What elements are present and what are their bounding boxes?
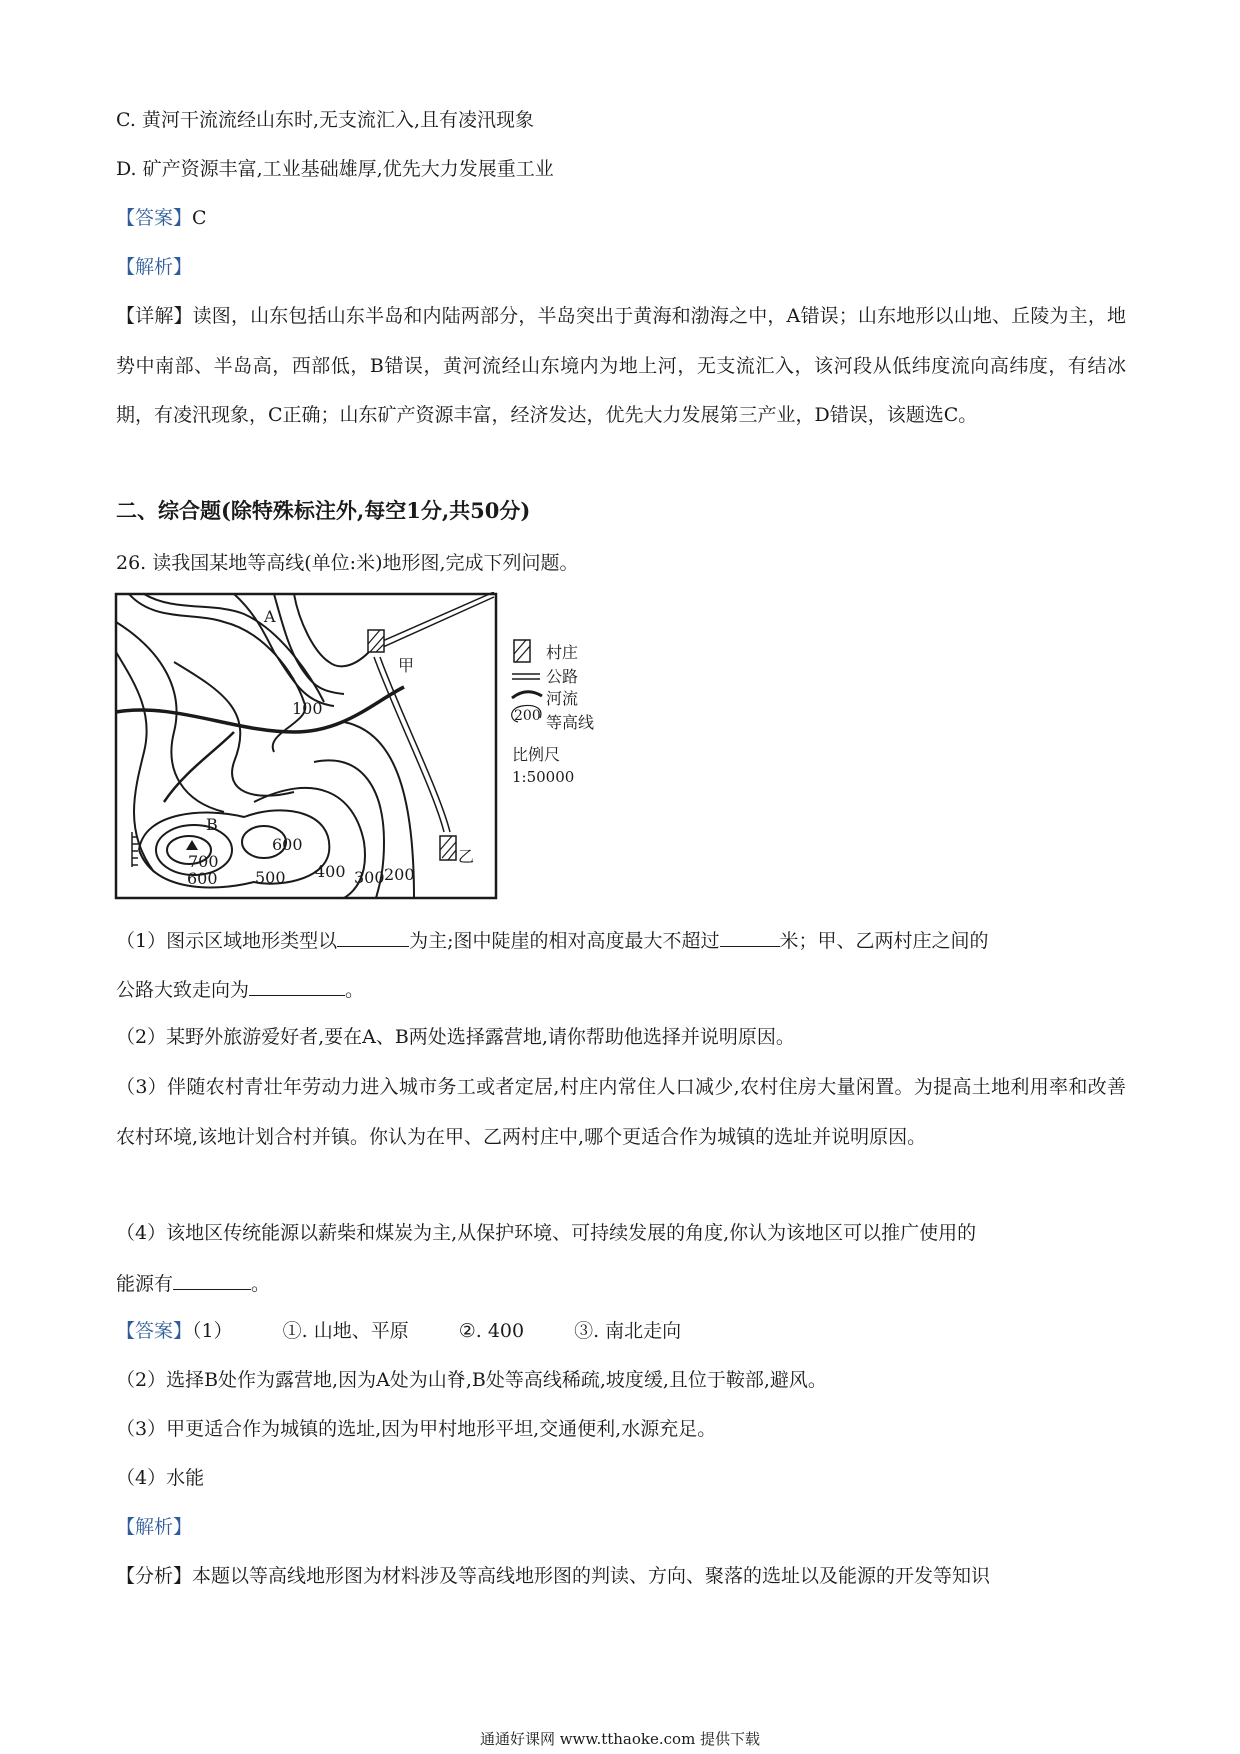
legend-scale-title: 比例尺: [512, 745, 561, 764]
contour-label: 400: [315, 862, 346, 881]
section-heading: 二、综合题(除特殊标注外,每空1分,共50分): [116, 498, 531, 523]
sub-question-4b: 能源有 。: [116, 1269, 270, 1297]
contour-label: 700: [188, 852, 219, 871]
analysis-tag-2: 【解析】: [116, 1516, 193, 1538]
question-26-stem: 26. 读我国某地等高线(单位:米)地形图,完成下列问题。: [116, 552, 579, 574]
answer-26-line: 【答案】（1） ①. 山地、平原 ②. 400 ③. 南北走向: [116, 1320, 682, 1342]
detail-paragraph: [116, 292, 1126, 441]
page-footer: 通通好课网 www.tthaoke.com 提供下载: [479, 1730, 761, 1748]
sub-question-2: （2）某野外旅游爱好者,要在A、B两处选择露营地,请你帮助他选择并说明原因。: [116, 1026, 795, 1048]
detail-text: 读图，山东包括山东半岛和内陆两部分，半岛突出于黄海和渤海之中，A错误；山东地形以山地、丘陵为主，地势中南部、半岛高，西部低，B错误，黄河流经山东境内为地上河，无支流汇入，该河段从低纬度流向高纬度，有结冰期，有凌汛现象，C正确；山东矿产资源丰富，经济发达，优先大力发展第三产业，D错误，该题选C。: [116, 305, 1126, 426]
contour-label: 100: [292, 699, 323, 718]
analysis-tag: 【解析】: [116, 256, 193, 278]
answer-26-2: （2）选择B处作为露营地,因为A处为山脊,B处等高线稀疏,坡度缓,且位于鞍部,避风。: [116, 1369, 827, 1391]
answer-value: C: [192, 207, 207, 229]
legend-contour-number: 200: [514, 708, 541, 724]
blank-1[interactable]: [337, 926, 409, 947]
contour-map: [114, 592, 614, 904]
sub-question-1a: （1）图示区域地形类型以 为主;图中陡崖的相对高度最大不超过 米；甲、乙两村庄之间的: [116, 926, 989, 954]
legend-scale: 1:50000: [512, 768, 575, 786]
blank-2[interactable]: [720, 926, 780, 947]
answer-tag: 【答案】: [116, 207, 193, 229]
sub-question-3: （3）伴随农村青壮年劳动力进入城市务工或者定居,村庄内常住人口减少,农村住房大量闲置。为提高土地利用率和改善农村环境,该地计划合村并镇。你认为在甲、乙两村庄中,哪个更适合作为城镇的选址并说明原因。: [116, 1076, 1126, 1148]
legend-river: 河流: [546, 689, 579, 708]
label-a: A: [264, 607, 276, 626]
contour-label: 600: [272, 835, 303, 854]
contour-label: 300: [354, 868, 385, 887]
sub-question-4a: （4）该地区传统能源以薪柴和煤炭为主,从保护环境、可持续发展的角度,你认为该地区可以推广使用的: [116, 1222, 977, 1244]
blank-4[interactable]: [173, 1269, 251, 1290]
analysis-line: 【分析】本题以等高线地形图为材料涉及等高线地形图的判读、方向、聚落的选址以及能源的开发等知识: [116, 1565, 991, 1587]
legend-road: 公路: [546, 667, 579, 686]
answer-line: [116, 205, 207, 231]
legend-village: 村庄: [546, 643, 579, 662]
answer-26-4: （4）水能: [116, 1467, 205, 1489]
detail-tag: 【详解】: [116, 305, 193, 327]
legend-contour: 等高线: [546, 713, 595, 732]
label-jia: 甲: [398, 656, 415, 675]
blank-3[interactable]: [249, 975, 345, 996]
label-b: B: [206, 815, 218, 834]
contour-label: 500: [255, 868, 286, 887]
option-d: D. 矿产资源丰富,工业基础雄厚,优先大力发展重工业: [116, 158, 554, 180]
sub-question-1b: 公路大致走向为 。: [116, 975, 364, 1003]
option-c: C. 黄河干流流经山东时,无支流汇入,且有凌汛现象: [116, 109, 535, 131]
label-yi: 乙: [458, 847, 475, 866]
answer-26-3: （3）甲更适合作为城镇的选址,因为甲村地形平坦,交通便利,水源充足。: [116, 1418, 717, 1440]
contour-label: 200: [384, 865, 415, 884]
contour-label: 600: [187, 869, 218, 888]
